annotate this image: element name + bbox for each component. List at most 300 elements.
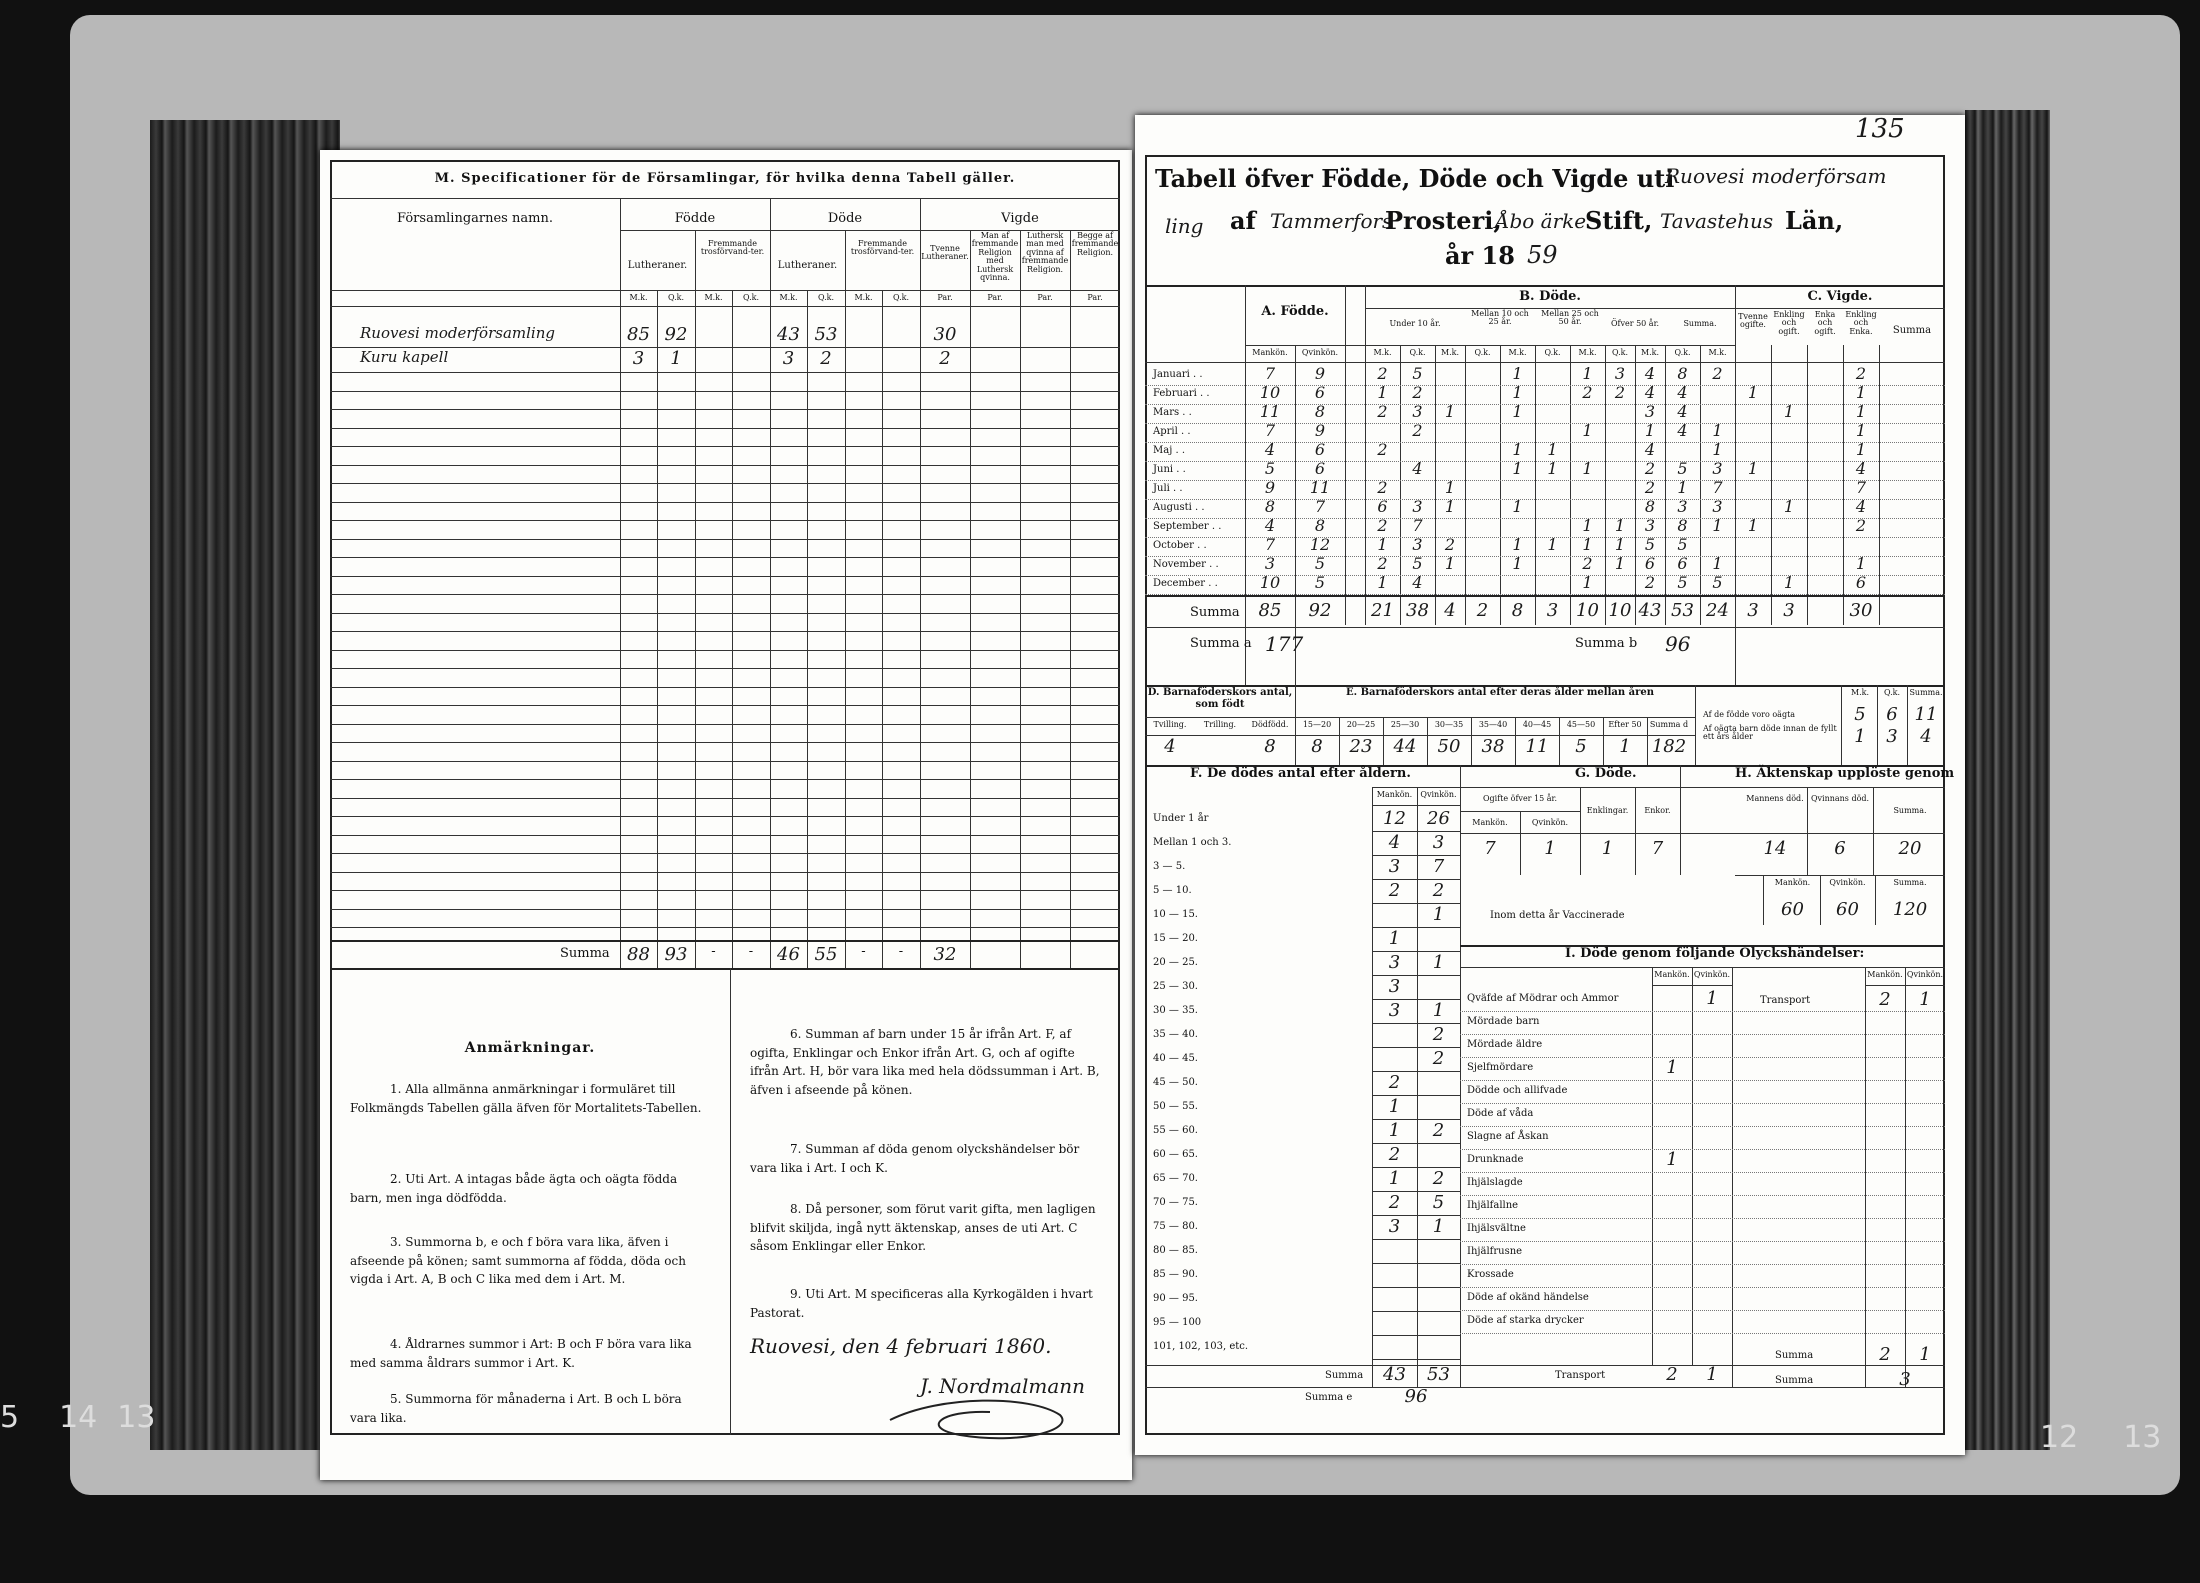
e-col: 25—30 <box>1390 720 1420 729</box>
age-rule <box>1372 1047 1460 1048</box>
month-cell: 8 <box>1314 402 1326 421</box>
sec-d: D. Barnaföderskors antal, som födt <box>1147 687 1293 710</box>
row-rule <box>330 391 1120 392</box>
age-rule <box>1372 903 1460 904</box>
age-rule <box>1372 1335 1460 1336</box>
month-label: Maj . . <box>1153 445 1186 456</box>
summa-cell: 2 <box>1476 600 1489 621</box>
sec-a: A. Födde. <box>1261 304 1329 319</box>
month-cell: 1 <box>1582 459 1593 478</box>
row-rule <box>330 409 1120 410</box>
month-cell: 4 <box>1644 383 1656 402</box>
month-cell: 1 <box>1377 535 1388 554</box>
sec-i: I. Döde genom följande Olyckshändelser: <box>1565 946 1865 961</box>
age-rule <box>1372 1071 1460 1072</box>
e-col: 20—25 <box>1346 720 1376 729</box>
month-cell: 7 <box>1855 478 1867 497</box>
month-cell: 3 <box>1712 459 1723 478</box>
row-rule <box>330 909 1120 910</box>
month-label: April . . <box>1153 426 1191 437</box>
age-rule <box>1372 1359 1460 1360</box>
row-rule <box>330 835 1120 836</box>
month-cell: 4 <box>1644 364 1656 383</box>
month-cell: 1 <box>1855 554 1867 573</box>
month-cell: 6 <box>1644 554 1656 573</box>
e-line <box>1427 717 1428 765</box>
age-rule <box>1372 1119 1460 1120</box>
e-line <box>1295 717 1296 765</box>
month-cell: 1 <box>1783 573 1795 592</box>
month-cell: 1 <box>1444 402 1456 421</box>
age-label: Mellan 1 och 3. <box>1153 837 1232 848</box>
age-label: 101, 102, 103, etc. <box>1153 1341 1249 1352</box>
summa-cell: 85 <box>1258 600 1282 621</box>
month-cell: 5 <box>1314 554 1326 573</box>
age-rule <box>1372 1263 1460 1264</box>
age-label: 40 — 45. <box>1153 1053 1198 1064</box>
accident-rule <box>1460 1126 1945 1127</box>
e-val: 50 <box>1437 736 1461 757</box>
summa-a-value: 177 <box>1265 632 1304 656</box>
left-summa-label: Summa <box>560 946 610 961</box>
summa-cell: 30 <box>1849 600 1873 621</box>
e-col: 15—20 <box>1302 720 1332 729</box>
age-label: Under 1 år <box>1153 813 1209 824</box>
age-female: 2 <box>1432 1048 1445 1069</box>
month-cell: 1 <box>1677 478 1688 497</box>
month-cell: 3 <box>1412 535 1423 554</box>
age-label: 75 — 80. <box>1153 1221 1198 1232</box>
sec-c: C. Vigde. <box>1807 289 1873 304</box>
accident-label: Ihjälsvältne <box>1467 1223 1526 1234</box>
accident-rule <box>1460 1241 1945 1242</box>
month-cell: 1 <box>1444 478 1456 497</box>
age-female: 26 <box>1427 808 1450 829</box>
anm-title: Anmärkningar. <box>464 1040 596 1056</box>
summa-cell: 3 <box>1747 600 1759 621</box>
e-col: 35—40 <box>1478 720 1508 729</box>
ruler-left: 5 14 13 <box>0 1400 156 1435</box>
month-cell: 2 <box>1377 440 1388 459</box>
e-val: 5 <box>1575 736 1587 757</box>
month-cell: 1 <box>1547 440 1558 459</box>
month-cell: 5 <box>1677 459 1688 478</box>
signature: J. Nordmalmann <box>920 1374 1086 1398</box>
row-rule <box>330 853 1120 854</box>
accident-label: Drunknade <box>1467 1154 1524 1165</box>
month-label: December . . <box>1153 578 1218 589</box>
col-line <box>1535 345 1536 625</box>
row-rule <box>330 539 1120 540</box>
row-rule <box>330 631 1120 632</box>
row-rule <box>330 927 1120 928</box>
month-cell: 1 <box>1644 421 1656 440</box>
age-rule <box>1372 1311 1460 1312</box>
age-label: 10 — 15. <box>1153 909 1198 920</box>
accident-label: Mördade äldre <box>1467 1039 1543 1050</box>
accident-rule <box>1460 1333 1945 1334</box>
age-male: 3 <box>1388 856 1401 877</box>
year-handwritten: 59 <box>1527 241 1558 269</box>
accident-label: Ihjälfrusne <box>1467 1246 1523 1257</box>
month-cell: 1 <box>1547 535 1558 554</box>
summa-cell: 3 <box>1783 600 1795 621</box>
age-male: 3 <box>1388 952 1401 973</box>
month-cell: 8 <box>1314 516 1326 535</box>
month-cell: 8 <box>1677 516 1688 535</box>
month-cell: 1 <box>1582 516 1593 535</box>
month-cell: 1 <box>1512 402 1523 421</box>
e-line <box>1647 717 1648 765</box>
row-rule <box>330 890 1120 891</box>
summa-cell: 53 <box>1671 600 1694 621</box>
month-cell: 1 <box>1512 535 1523 554</box>
age-label: 3 — 5. <box>1153 861 1186 872</box>
sec-b: B. Döde. <box>1519 289 1581 304</box>
subheader: Q.k. <box>1544 348 1561 357</box>
d-val: 8 <box>1264 736 1276 757</box>
lan-handwritten: Tavastehus <box>1660 209 1774 233</box>
book-spine-left <box>150 120 340 1450</box>
e-val: 182 <box>1651 736 1687 757</box>
month-cell: 2 <box>1377 402 1388 421</box>
month-label: Augusti . . <box>1153 502 1205 513</box>
e-val: 38 <box>1481 736 1505 757</box>
age-male: 2 <box>1388 1072 1401 1093</box>
e-val: 23 <box>1349 736 1373 757</box>
summa-cell: 21 <box>1371 600 1394 621</box>
e-val: 1 <box>1619 736 1631 757</box>
accident-rule <box>1460 1103 1945 1104</box>
month-cell: 1 <box>1512 440 1523 459</box>
e-col: 40—45 <box>1522 720 1552 729</box>
month-cell: 1 <box>1377 573 1388 592</box>
age-male: 12 <box>1383 808 1406 829</box>
month-cell: 7 <box>1412 516 1423 535</box>
month-cell: 7 <box>1314 497 1326 516</box>
month-cell: 3 <box>1644 402 1656 421</box>
month-cell: 7 <box>1712 478 1723 497</box>
e-line <box>1603 717 1604 765</box>
row-rule <box>330 557 1120 558</box>
row-rule <box>330 650 1120 651</box>
month-label: Juli . . <box>1153 483 1183 494</box>
accident-female: 1 <box>1706 988 1718 1009</box>
age-female: 3 <box>1432 832 1445 853</box>
month-cell: 6 <box>1377 497 1388 516</box>
age-label: 5 — 10. <box>1153 885 1192 896</box>
month-cell: 4 <box>1677 421 1688 440</box>
age-male: 1 <box>1388 1168 1401 1189</box>
month-cell: 1 <box>1614 554 1626 573</box>
age-male: 2 <box>1388 880 1401 901</box>
month-cell: 7 <box>1264 535 1276 554</box>
month-cell: 6 <box>1314 383 1326 402</box>
month-cell: 12 <box>1309 535 1331 554</box>
age-label: 85 — 90. <box>1153 1269 1198 1280</box>
col-line <box>1879 345 1880 625</box>
summa-cell: 3 <box>1546 600 1559 621</box>
row-rule <box>330 483 1120 484</box>
month-cell: 3 <box>1644 516 1656 535</box>
month-cell: 3 <box>1677 497 1688 516</box>
age-male: 3 <box>1388 1000 1401 1021</box>
summa-cell: 92 <box>1308 600 1332 621</box>
month-cell: 2 <box>1412 421 1423 440</box>
d-val: 4 <box>1164 736 1176 757</box>
month-cell: 11 <box>1309 478 1331 497</box>
accident-label: Krossade <box>1467 1269 1514 1280</box>
age-label: 70 — 75. <box>1153 1197 1198 1208</box>
month-cell: 1 <box>1444 554 1456 573</box>
month-cell: 2 <box>1614 383 1626 402</box>
age-rule <box>1372 855 1460 856</box>
month-cell: 9 <box>1314 421 1326 440</box>
accident-label: Döde af våda <box>1467 1108 1534 1119</box>
accident-rule <box>1460 1172 1945 1173</box>
col-fodde: Födde <box>674 211 716 226</box>
accident-rule <box>1460 1149 1945 1150</box>
month-cell: 4 <box>1855 459 1867 478</box>
month-cell: 7 <box>1264 421 1276 440</box>
e-line <box>1559 717 1560 765</box>
col-dode: Döde <box>827 211 863 226</box>
row-rule <box>330 761 1120 762</box>
month-cell: 2 <box>1377 364 1388 383</box>
month-cell: 1 <box>1712 440 1723 459</box>
subheader: M.k. <box>1578 348 1597 357</box>
month-cell: 2 <box>1644 459 1656 478</box>
month-cell: 6 <box>1855 573 1867 592</box>
subheader: M.k. <box>1508 348 1527 357</box>
e-col: Summa d <box>1649 720 1689 729</box>
row-rule <box>330 428 1120 429</box>
month-cell: 5 <box>1412 364 1423 383</box>
summa-cell: 43 <box>1638 600 1662 621</box>
month-cell: 1 <box>1512 364 1523 383</box>
age-label: 60 — 65. <box>1153 1149 1198 1160</box>
row-rule <box>330 502 1120 503</box>
month-label: November . . <box>1153 559 1219 570</box>
month-cell: 9 <box>1264 478 1276 497</box>
accident-label: Dödde och allifvade <box>1467 1085 1568 1096</box>
month-cell: 4 <box>1644 440 1656 459</box>
e-col: Efter 50 <box>1608 720 1642 729</box>
age-label: 95 — 100 <box>1153 1317 1202 1328</box>
subheader: Q.k. <box>1409 348 1426 357</box>
sec-g: G. Döde. <box>1575 766 1637 781</box>
age-rule <box>1372 1239 1460 1240</box>
month-cell: 1 <box>1855 421 1867 440</box>
age-rule <box>1372 879 1460 880</box>
month-label: Januari . . <box>1153 369 1203 380</box>
accident-rule <box>1460 1080 1945 1081</box>
m-title: M. Specificationer för de Församlingar, för hvilka denna Tabell gäller. <box>434 171 1016 186</box>
book-edge-right <box>1965 110 2050 1450</box>
age-label: 80 — 85. <box>1153 1245 1198 1256</box>
month-cell: 1 <box>1712 516 1723 535</box>
age-male: 1 <box>1388 1096 1401 1117</box>
age-label: 50 — 55. <box>1153 1101 1198 1112</box>
main-title: Tabell öfver Födde, Döde och Vigde uti <box>1155 164 1675 193</box>
e-col: 45—50 <box>1566 720 1596 729</box>
accident-rule <box>1460 1264 1945 1265</box>
summa-cell: 10 <box>1608 600 1632 621</box>
month-label: October . . <box>1153 540 1207 551</box>
accident-rule <box>1460 1310 1945 1311</box>
month-cell: 7 <box>1264 364 1276 383</box>
summa-cell: 10 <box>1576 600 1599 621</box>
accident-label: Sjelfmördare <box>1467 1062 1534 1073</box>
age-male: 2 <box>1388 1192 1401 1213</box>
e-line <box>1383 717 1384 765</box>
age-female: 1 <box>1432 904 1445 925</box>
row-rule <box>330 687 1120 688</box>
row-rule <box>330 779 1120 780</box>
month-cell: 2 <box>1412 383 1423 402</box>
col-line <box>1465 345 1466 625</box>
stift-handwritten: Åbo ärke <box>1495 209 1587 233</box>
d-col: Tvilling. <box>1153 720 1187 729</box>
accident-label: Mördade barn <box>1467 1016 1540 1027</box>
month-cell: 1 <box>1582 364 1593 383</box>
month-cell: 1 <box>1512 459 1523 478</box>
accident-rule <box>1460 1011 1945 1012</box>
month-cell: 1 <box>1783 497 1795 516</box>
row-rule <box>330 872 1120 873</box>
row-rule <box>330 668 1120 669</box>
age-label: 35 — 40. <box>1153 1029 1198 1040</box>
parish-name: Ruovesi moderförsamling <box>360 324 555 342</box>
accident-label: Ihjälfallne <box>1467 1200 1519 1211</box>
age-male: 4 <box>1388 832 1401 853</box>
month-cell: 5 <box>1412 554 1423 573</box>
month-cell: 2 <box>1644 478 1656 497</box>
age-rule <box>1372 1215 1460 1216</box>
month-cell: 9 <box>1314 364 1326 383</box>
month-cell: 4 <box>1412 459 1423 478</box>
age-label: 65 — 70. <box>1153 1173 1198 1184</box>
age-male: 1 <box>1388 1120 1401 1141</box>
ruler-right: 12 13 <box>2040 1420 2162 1455</box>
accident-rule <box>1460 1218 1945 1219</box>
age-label: 30 — 35. <box>1153 1005 1198 1016</box>
row-rule <box>330 465 1120 466</box>
month-cell: 5 <box>1264 459 1276 478</box>
month-label: Februari . . <box>1153 388 1210 399</box>
month-cell: 1 <box>1512 554 1523 573</box>
month-cell: 1 <box>1582 573 1593 592</box>
age-label: 90 — 95. <box>1153 1293 1198 1304</box>
month-cell: 2 <box>1377 516 1388 535</box>
row-rule <box>330 613 1120 614</box>
month-cell: 6 <box>1677 554 1688 573</box>
age-female: 7 <box>1432 856 1445 877</box>
age-female: 1 <box>1432 1216 1445 1237</box>
row-rule <box>330 520 1120 521</box>
age-label: 25 — 30. <box>1153 981 1198 992</box>
month-cell: 10 <box>1259 383 1281 402</box>
folio-number: 135 <box>1855 114 1905 144</box>
month-cell: 1 <box>1582 421 1593 440</box>
prosteri-handwritten: Tammerfors <box>1270 209 1393 233</box>
month-label: September . . <box>1153 521 1222 532</box>
row-rule <box>330 816 1120 817</box>
subheader: Q.k. <box>1611 348 1629 357</box>
month-cell: 4 <box>1264 516 1276 535</box>
d-col: Dödfödd. <box>1251 720 1289 729</box>
age-rule <box>1372 975 1460 976</box>
month-cell: 1 <box>1512 497 1523 516</box>
accident-label: Qväfde af Mödrar och Ammor <box>1467 993 1619 1004</box>
month-cell: 4 <box>1677 402 1688 421</box>
month-cell: 3 <box>1412 497 1423 516</box>
summa-cell: 8 <box>1511 600 1524 621</box>
month-cell: 1 <box>1747 516 1759 535</box>
accident-rule <box>1460 1195 1945 1196</box>
signature-flourish <box>880 1390 1080 1450</box>
age-label: 15 — 20. <box>1153 933 1198 944</box>
month-cell: 11 <box>1259 402 1281 421</box>
month-cell: 5 <box>1712 573 1723 592</box>
accident-label: Slagne af Åskan <box>1467 1131 1549 1142</box>
month-cell: 8 <box>1264 497 1276 516</box>
age-rule <box>1372 831 1460 832</box>
accident-rule <box>1460 1057 1945 1058</box>
accident-label: Döde af starka drycker <box>1467 1315 1584 1326</box>
age-rule <box>1372 1191 1460 1192</box>
month-cell: 2 <box>1644 573 1656 592</box>
summa-b-value: 96 <box>1665 632 1691 656</box>
month-cell: 2 <box>1582 554 1593 573</box>
right-page: 135 Tabell öfver Födde, Döde och Vigde uti Ruovesi moderförsam ling af Tammerfors Prosteri, Åbo ärke Stift, Tavastehus Län, år 18 59 A. Födde. B. Döde. C. Vigde. Under 10 år. Mellan 10 och 25 år. Mellan 25 och 50 år. Öfver 50 år. Summa. Tvenne ogifte. Enkling och ogift. Enka och ogift. Enkling och Enka. Summa Mankön. Qvinkön. M.k. Q.k. M.k. Q.k. M.k. Q.k. M.k. Q.k. M.k. Q.k. M.k. Januari . . 7 9 2 5 1 1 3 4 8 2 2 Februari . . 10 6 1 2 1 2 2 4 4 1 1 Mars . . 11 8 2 3 1 1 3 4 1 1 April . . 7 9 2 1 1 4 1 1 Maj . . 4 6 2 1 1 4 1 1 Juni . . 5 6 4 1 1 1 2 5 3 1 4 Juli . . 9 11 2 1 2 1 7 7 Augusti . . 8 7 6 3 1 1 8 3 3 1 4 September . . 4 8 2 7 1 1 3 8 1 1 2 October . . 7 12 1 3 2 1 1 1 1 5 5 November . . 3 5 2 5 1 1 2 1 6 6 1 1 December . . 10 5 1 4 1 2 5 5 1 6 Summa 85 92 21 38 4 2 8 3 10 10 43 53 24 3 3 30 Summa a 177 Summa b 96 D. Barnaföderskors antal, som födt E. Barnaföderskors antal efter deras ålder mellan åren Tvilling. 4 Trilling. Dödfödd. 8 15—20 8 20—25 23 25—30 44 30—35 50 35—40 38 40—45 11 45—50 5 Efter 50 1 Summa d 182 Af de födde voro oägta Af oägta barn döde innan de fyllt ett års ålder M.k. Q.k. Summa. 5 6 11 1 3 4 F. De dödes antal efter åldern. G. Döde. H. Äktenskap upplöste genom Mankön. Qvinkön. Under 1 år 12 26 Mellan 1 och 3. 4 3 3 — 5. 3 7 5 — 10. 2 2 10 — 15. 1 15 — 20. 1 20 — 25. 3 1 25 — 30. 3 30 — 35. 3 1 35 — 40. 2 40 — 45. 2 45 — 50. 2 50 — 55. 1 55 — 60. 1 2 60 — 65. 2 65 — 70. 1 2 70 — 75. 2 5 75 — 80. 3 1 80 — 85. 85 — 90. 90 — 95. 95 — 100 101, 102, 103, etc. Ogifte öfver 15 år. Mankön. Qvinkön. Enklingar. Enkor. 7 1 1 7 Mannens död. Qvinnans död. Summa. 14 6 20 Mankön. Qvinkön. Summa. Inom detta år Vaccinerade 60 60 120 I. Döde genom följande Olyckshändelser: Mankön. Qvinkön. Mankön. Qvinkön. Qväfde af Mödrar och Ammor 1 Mördade barn Mördade äldre Sjelfmördare 1 Dödde och allifvade Döde af våda Slagne af Åskan Drunknade 1 Ihjälslagde Ihjälfallne Ihjälsvältne Ihjälfrusne Krossade Döde af okänd händelse Döde af starka drycker Transport 2 1 Summa 2 1 Transport 2 1 Summa 3 Summa 43 53 Summa e 96 <box>1135 115 1965 1455</box>
d-col: Trilling. <box>1203 720 1237 729</box>
age-label: 45 — 50. <box>1153 1077 1198 1088</box>
row-rule <box>330 724 1120 725</box>
row-rule <box>330 372 1120 373</box>
age-female: 2 <box>1432 1168 1445 1189</box>
subheader: M.k. <box>1373 348 1392 357</box>
month-cell: 1 <box>1614 535 1626 554</box>
month-cell: 3 <box>1614 364 1626 383</box>
month-cell: 2 <box>1377 554 1388 573</box>
month-cell: 5 <box>1677 535 1688 554</box>
month-cell: 4 <box>1264 440 1276 459</box>
subheader: Q.k. <box>1474 348 1491 357</box>
sec-f: F. De dödes antal efter åldern. <box>1190 766 1411 781</box>
age-female: 1 <box>1432 1000 1445 1021</box>
age-rule <box>1372 1287 1460 1288</box>
age-male: 3 <box>1388 976 1401 997</box>
summa-label: Summa <box>1190 605 1240 620</box>
age-rule <box>1372 1143 1460 1144</box>
accident-label: Döde af okänd händelse <box>1467 1292 1589 1303</box>
month-cell: 1 <box>1855 383 1867 402</box>
subheader: M.k. <box>1708 348 1727 357</box>
row-rule <box>330 594 1120 595</box>
age-male: 3 <box>1388 1216 1401 1237</box>
age-rule <box>1372 927 1460 928</box>
row-rule <box>330 446 1120 447</box>
accident-male: 1 <box>1666 1057 1678 1078</box>
row-rule <box>330 576 1120 577</box>
month-cell: 2 <box>1377 478 1388 497</box>
subheader: M.k. <box>1640 348 1660 357</box>
subheader: Q.k. <box>1674 348 1691 357</box>
sec-e: E. Barnaföderskors antal efter deras ålder mellan åren <box>1345 687 1654 698</box>
age-rule <box>1372 1023 1460 1024</box>
age-female: 2 <box>1432 1024 1445 1045</box>
